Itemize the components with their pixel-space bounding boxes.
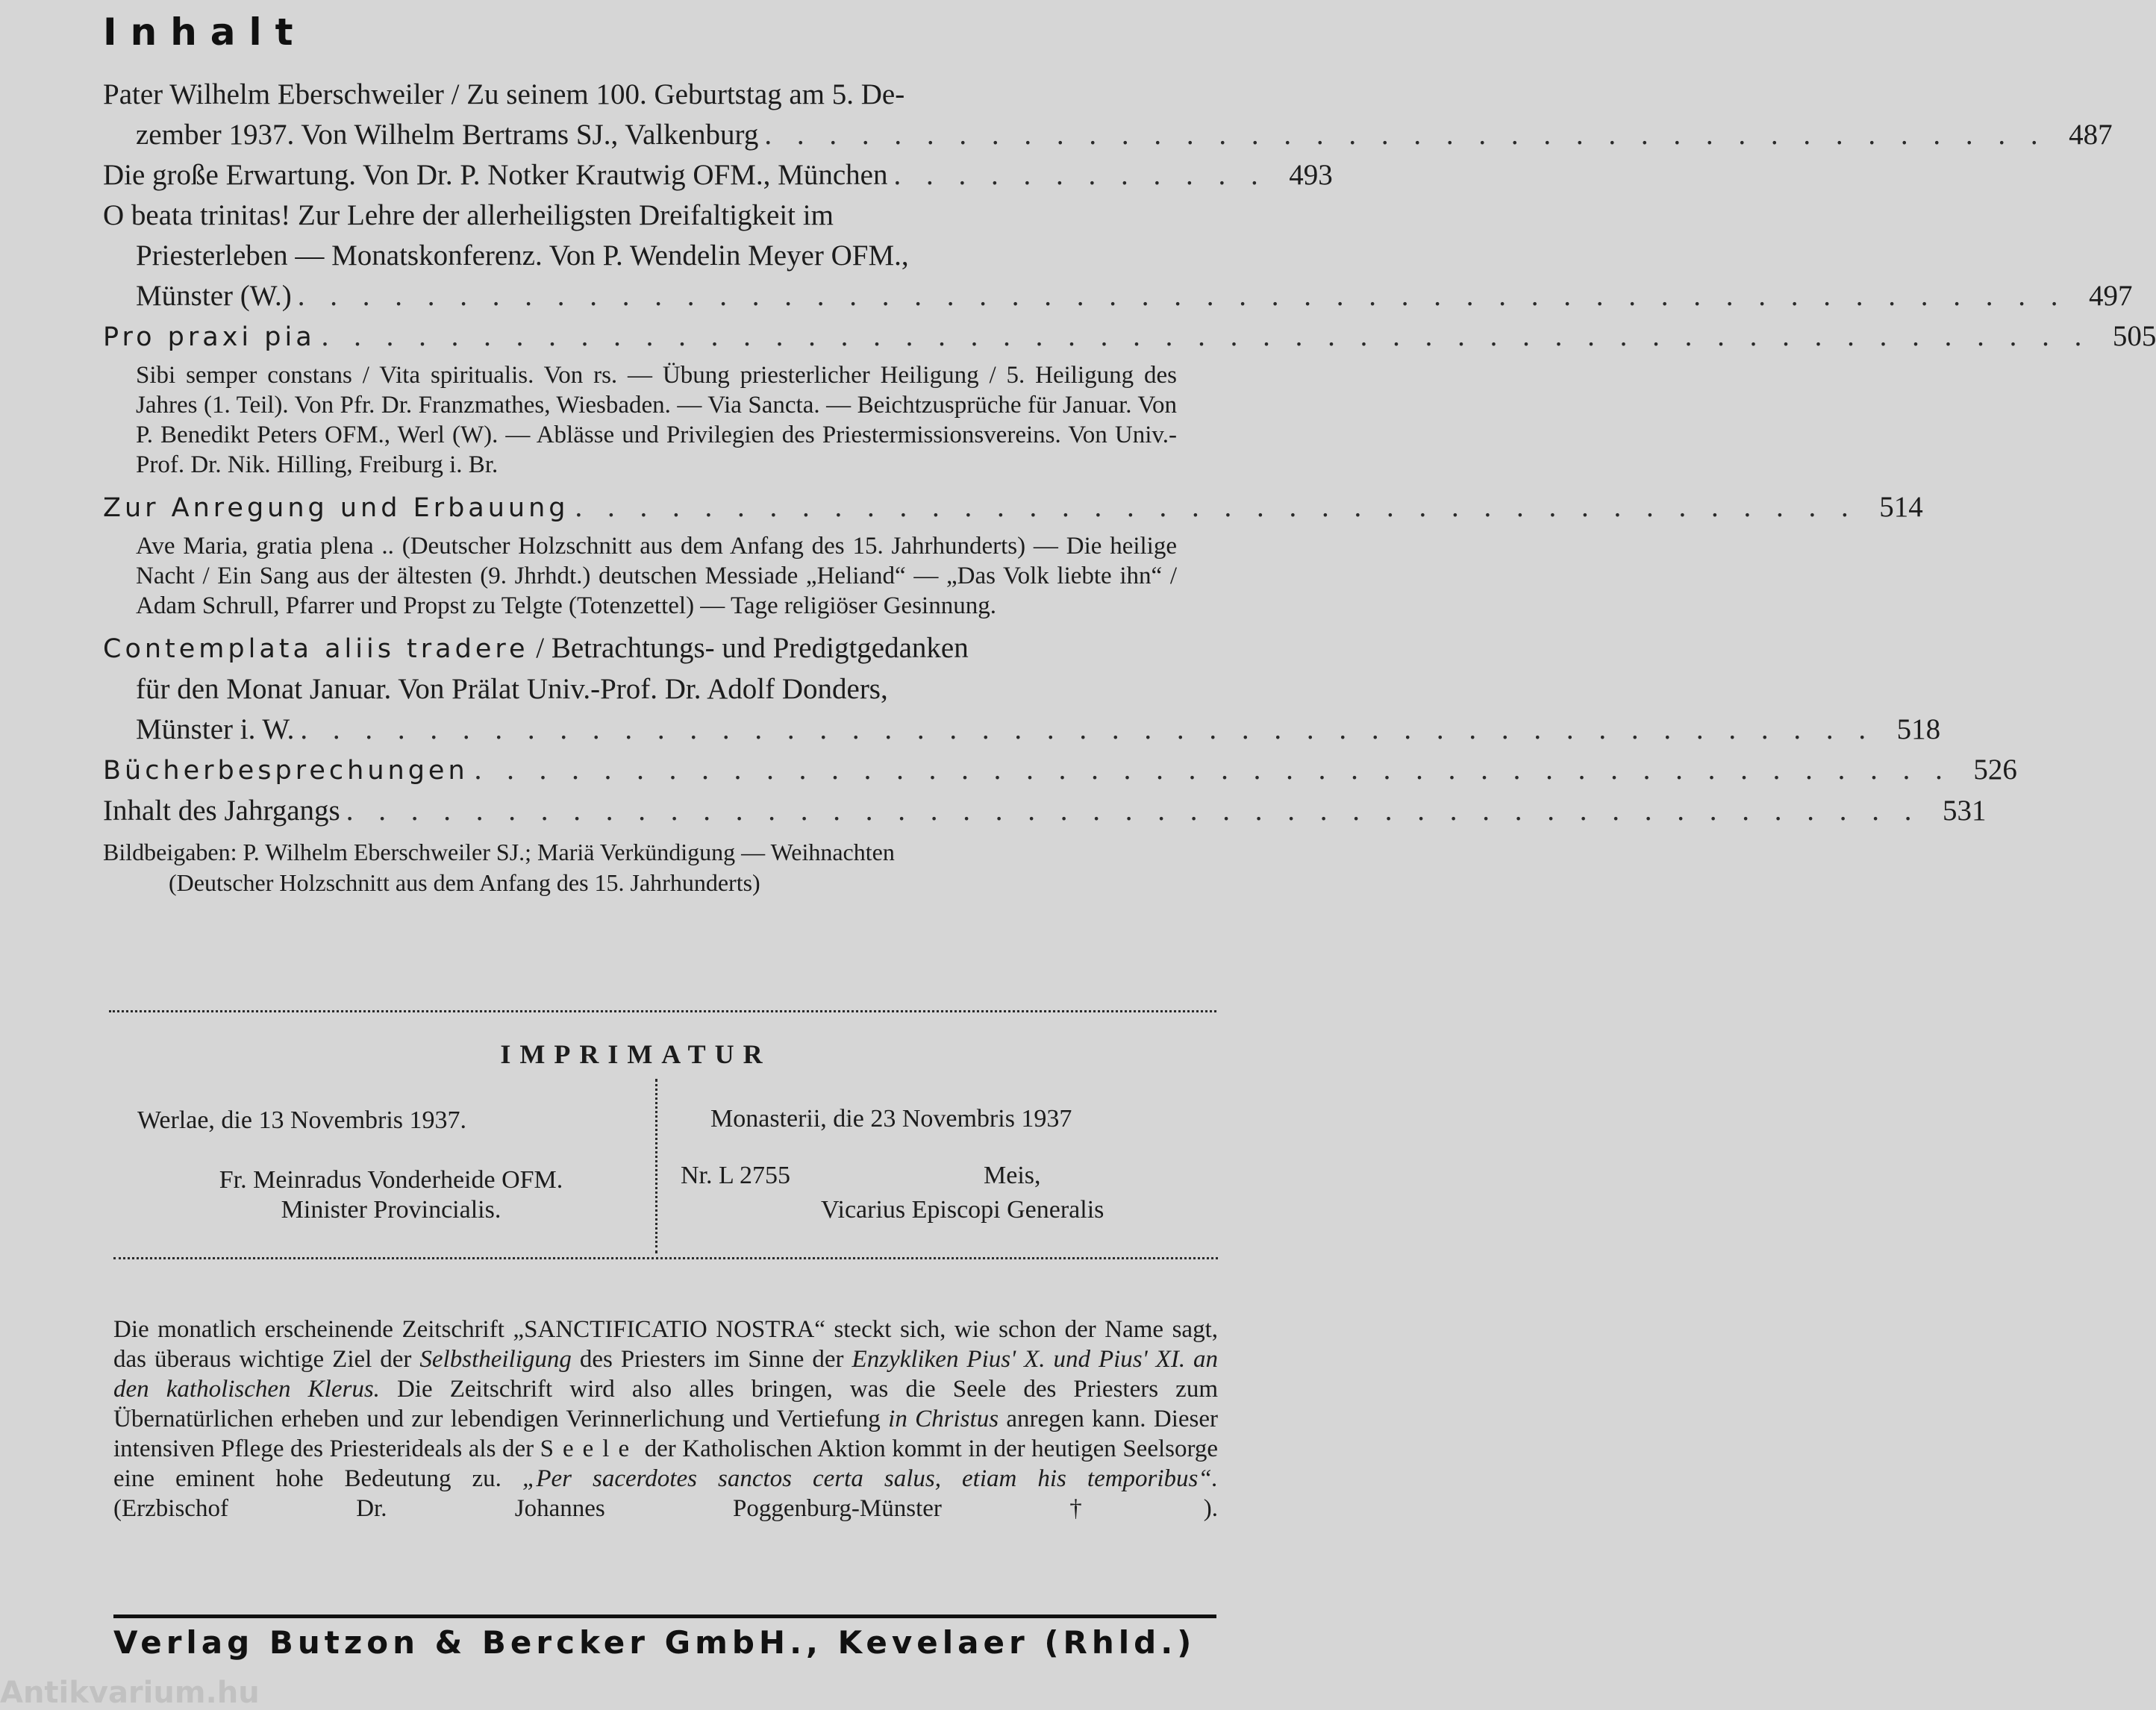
- toc-entry[interactable]: [103, 487, 1923, 621]
- toc-section-title: Zur Anregung und Erbauung: [103, 493, 569, 523]
- toc-section-title: Bücherbesprechungen: [103, 756, 469, 786]
- toc-entry[interactable]: [103, 155, 1333, 195]
- blurb-text: des Priesters im Sinne der: [579, 1346, 844, 1373]
- journal-description: [113, 1315, 1218, 1523]
- blurb-emphasis: in Christus: [888, 1406, 999, 1432]
- imprimatur-right-role: Vicarius Episcopi Generalis: [821, 1196, 1104, 1224]
- toc-entry[interactable]: [103, 791, 1987, 831]
- imprimatur-right-name: Meis,: [984, 1162, 1041, 1189]
- toc-line: Priesterleben — Monatskonferenz. Von P. Wendelin Meyer OFM.,: [136, 239, 909, 272]
- toc-entry[interactable]: [103, 628, 1941, 750]
- dotted-divider: [113, 1257, 1218, 1259]
- blurb-text: Die monatlich erscheinende Zeitschrift „SANCTIFICATIO NOSTRA“ steckt sich, wie schon der Name sagt, das überaus wichtige Ziel der: [113, 1316, 1218, 1373]
- blurb-text: Die Zeitschrift wird also alles bringen, was die Seele des Priesters zum Übernatürlichen erheben und zur lebendigen Verinnerlichung und Vertiefung: [113, 1376, 1218, 1432]
- toc-entry[interactable]: [103, 750, 2017, 791]
- toc-page-number: 531: [1942, 795, 1987, 827]
- blurb-emphasis: Selbstheiligung: [419, 1346, 572, 1373]
- blurb-spaced-word: Seele: [540, 1435, 639, 1462]
- toc-line: für den Monat Januar. Von Prälat Univ.-Prof. Dr. Adolf Donders,: [136, 673, 888, 705]
- toc-line: zember 1937. Von Wilhelm Bertrams SJ., Valkenburg: [136, 119, 759, 151]
- bild-line: (Deutscher Holzschnitt aus dem Anfang des 15. Jahrhunderts): [169, 869, 760, 896]
- toc-line: O beata trinitas! Zur Lehre der allerheiligsten Dreifaltigkeit im: [103, 199, 834, 231]
- leader-dots: . . . . . . . . . . . . . . . . . . . . . . . . . . . . . . . . . . . . . . . . . . . . . . . . . . . . . . .: [297, 280, 2067, 312]
- toc-page-number: 518: [1896, 713, 1941, 745]
- bild-line: Bildbeigaben: P. Wilhelm Eberschweiler SJ.; Mariä Verkündigung — Weihnachten: [103, 839, 895, 865]
- toc-section-title: Pro praxi pia: [103, 322, 316, 352]
- blurb-attribution: (Erzbischof Dr. Johannes Poggenburg-Münster †).: [113, 1495, 1218, 1522]
- dotted-divider: [109, 1010, 1216, 1012]
- blurb-quote: „Per sacerdotes sanctos certa salus, etiam his temporibus“.: [522, 1465, 1219, 1492]
- toc-line: Münster (W.): [136, 280, 292, 312]
- image-supplements: [103, 837, 1211, 898]
- leader-dots: . . . . . . . . . . . . . . . . . . . . . . . . . . . . . . . . . . . . . . . . . . . . . . . . .: [346, 795, 1921, 827]
- leader-dots: . . . . . . . . . . . . . . . . . . . . . . . . . . . . . . . . . . . . . . . .: [764, 119, 2047, 151]
- publisher-line: Verlag Butzon & Bercker GmbH., Kevelaer (Rhld.): [113, 1624, 1196, 1661]
- watermark: Antikvarium.hu: [0, 1676, 260, 1710]
- toc-section-title: Contemplata aliis tradere: [103, 634, 529, 664]
- imprimatur-title: IMPRIMATUR: [500, 1039, 772, 1069]
- blurb-text: der Katholischen Aktion kommt in der heutigen Seelsorge eine eminent hohe Bedeutung zu.: [113, 1435, 1219, 1492]
- toc-page-number: 514: [1879, 491, 1923, 523]
- dotted-column-divider: [655, 1079, 657, 1253]
- table-of-contents: [103, 75, 2156, 898]
- toc-subentries: Ave Maria, gratia plena .. (Deutscher Holzschnitt aus dem Anfang des 15. Jahrhunderts) — Die heilige Nacht / Ein Sang aus der ältesten (9. Jhrhdt.) deutschen Messiade „Heliand“ — „Das Volk liebte ihn“ / Adam Schrull, Pfarrer und Propst zu Telgte (Totenzettel) — Tage religiöser Gesinnung.: [136, 533, 1177, 619]
- toc-entry[interactable]: [103, 75, 2113, 155]
- page-title: Inhalt: [103, 10, 307, 54]
- toc-line: Pater Wilhelm Eberschweiler / Zu seinem 100. Geburtstag am 5. De-: [103, 78, 905, 110]
- leader-dots: . . . . . . . . . . . .: [893, 159, 1267, 191]
- imprimatur-right-number: Nr. L 2755: [681, 1162, 791, 1189]
- leader-dots: . . . . . . . . . . . . . . . . . . . . . . . . . . . . . . . . . . . . . . . . . . . . . . . . . . . . . . .: [321, 320, 2091, 352]
- leader-dots: . . . . . . . . . . . . . . . . . . . . . . . . . . . . . . . . . . . . . . . . . . . . . . . . .: [300, 713, 1875, 745]
- imprimatur-left-name: Fr. Meinradus Vonderheide OFM.: [219, 1166, 563, 1194]
- imprimatur-left-role: Minister Provincialis.: [281, 1196, 501, 1224]
- toc-page-number: 505: [2112, 320, 2156, 352]
- leader-dots: . . . . . . . . . . . . . . . . . . . . . . . . . . . . . . . . . . . . . . . .: [575, 491, 1857, 523]
- toc-entry[interactable]: [103, 316, 2156, 480]
- toc-line: / Betrachtungs- und Predigtgedanken: [528, 632, 969, 664]
- toc-page-number: 497: [2088, 280, 2133, 312]
- toc-entry[interactable]: [103, 195, 2133, 316]
- toc-page-number: 493: [1289, 159, 1333, 191]
- publisher-rule: [113, 1615, 1216, 1618]
- blurb-text: anregen kann. Dieser intensiven Pflege des Priesterideals als der: [113, 1406, 1219, 1462]
- imprimatur-left-date: Werlae, die 13 Novembris 1937.: [137, 1106, 467, 1134]
- toc-line: Die große Erwartung. Von Dr. P. Notker Krautwig OFM., München: [103, 159, 888, 191]
- toc-page-number: 487: [2069, 119, 2113, 151]
- leader-dots: . . . . . . . . . . . . . . . . . . . . . . . . . . . . . . . . . . . . . . . . . . . . . .: [474, 754, 1952, 786]
- toc-page-number: 526: [1973, 754, 2017, 786]
- imprimatur-right-date: Monasterii, die 23 Novembris 1937: [710, 1105, 1072, 1133]
- toc-line: Inhalt des Jahrgangs: [103, 795, 340, 827]
- toc-subentries: Sibi semper constans / Vita spiritualis. Von rs. — Übung priesterlicher Heiligung / 5. Heiligung des Jahres (1. Teil). Von Pfr. Dr. Franzmathes, Wiesbaden. — Via Sancta. — Beichtzusprüche für Januar. Von P. Benedikt Peters OFM., Werl (W). — Ablässe und Privilegien des Priestermissionsvereins. Von Univ.-Prof. Dr. Nik. Hilling, Freiburg i. Br.: [136, 362, 1177, 478]
- toc-line: Münster i. W.: [136, 713, 295, 745]
- blurb-emphasis: Enzykliken Pius' X. und Pius' XI. an den katholischen Klerus.: [113, 1346, 1219, 1403]
